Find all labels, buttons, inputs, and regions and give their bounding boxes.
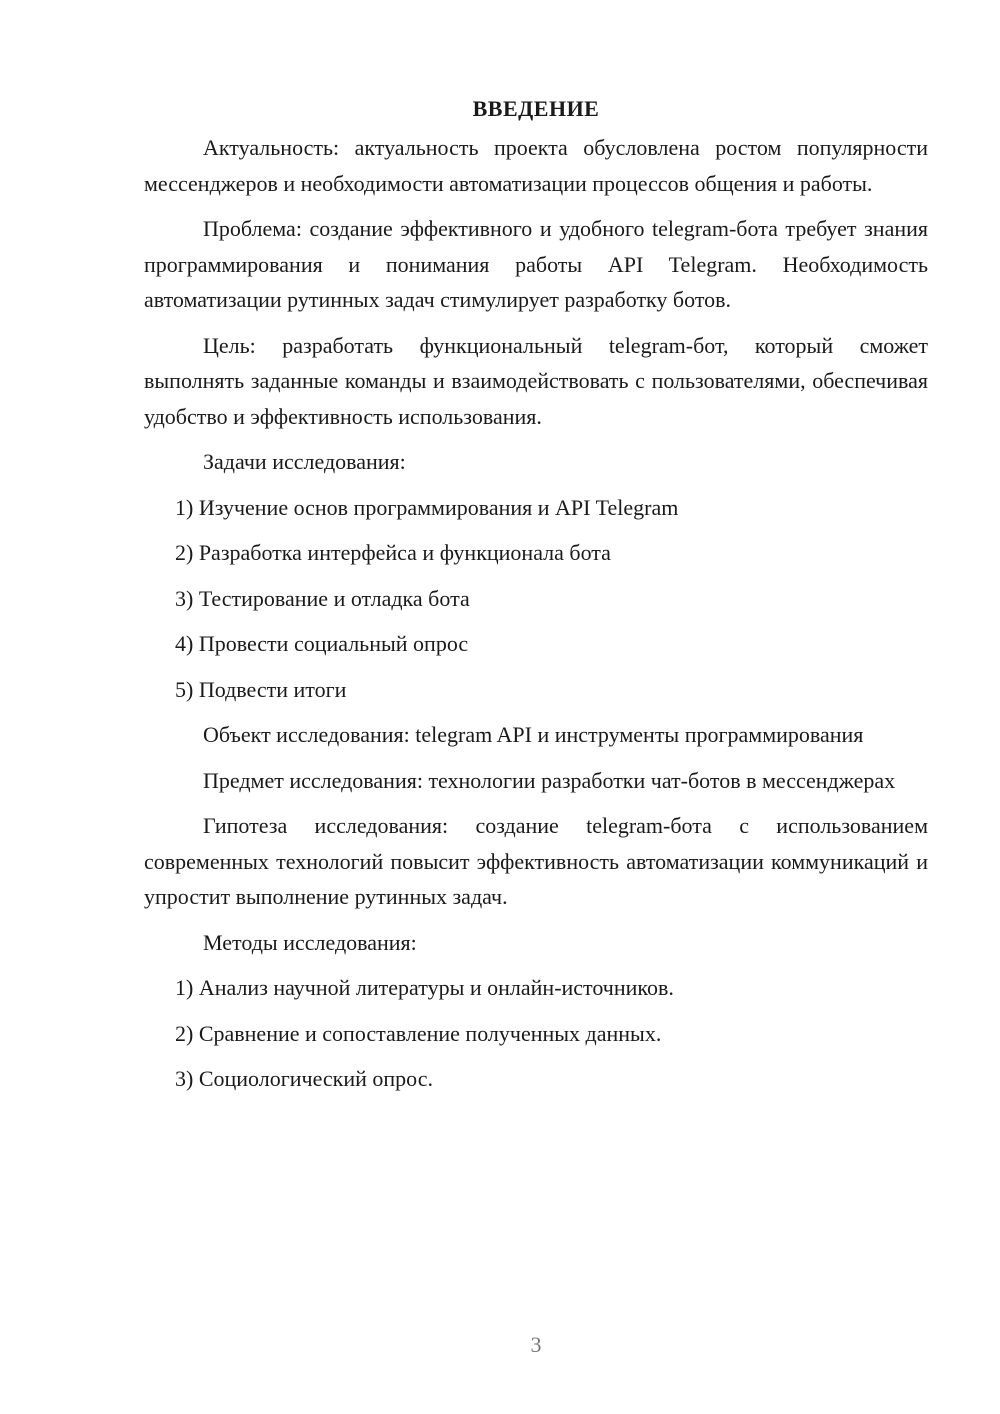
list-item: 2) Сравнение и сопоставление полученных данных. bbox=[175, 1020, 662, 1046]
tasks-list bbox=[144, 490, 928, 708]
list-item: 2) Разработка интерфейса и функционала бота bbox=[175, 540, 611, 565]
paragraph-goal: Цель: разработать функциональный telegram-бот, который сможет выполнять заданные команды и взаимодействовать с пользователями, обеспечивая удобство и эффективность использования. bbox=[144, 332, 928, 429]
methods-list bbox=[144, 970, 928, 1097]
list-item: 4) Провести социальный опрос bbox=[175, 631, 469, 656]
list-item: 3) Тестирование и отладка бота bbox=[175, 585, 470, 611]
list-item: 1) Изучение основ программирования и API Telegram bbox=[175, 494, 679, 520]
paragraph-problem: Проблема: создание эффективного и удобного telegram-бота требует знания программирования и понимания работы API Telegram. Необходимость автоматизации рутинных задач стимулирует разработку ботов. bbox=[144, 216, 928, 312]
paragraph-relevance: Актуальность: актуальность проекта обусловлена ростом популярности мессенджеров и необходимости автоматизации процессов общения и работы. bbox=[144, 135, 928, 196]
document-body bbox=[144, 92, 928, 1107]
paragraph-object: Объект исследования: telegram API и инструменты программирования bbox=[203, 722, 864, 747]
paragraph-hypothesis: Гипотеза исследования: создание telegram-бота с использованием современных технологий повысит эффективность автоматизации коммуникаций и упростит выполнение рутинных задач. bbox=[144, 813, 928, 909]
list-item: 5) Подвести итоги bbox=[175, 676, 347, 702]
list-item: 3) Социологический опрос. bbox=[175, 1066, 433, 1091]
tasks-heading: Задачи исследования: bbox=[203, 449, 406, 474]
page-number: 3 bbox=[530, 1332, 542, 1357]
paragraph-subject: Предмет исследования: технологии разработки чат-ботов в мессенджерах bbox=[203, 767, 896, 793]
list-item: 1) Анализ научной литературы и онлайн-источников. bbox=[175, 975, 674, 1000]
document-title: ВВЕДЕНИЕ bbox=[472, 96, 600, 121]
methods-heading: Методы исследования: bbox=[203, 929, 417, 955]
